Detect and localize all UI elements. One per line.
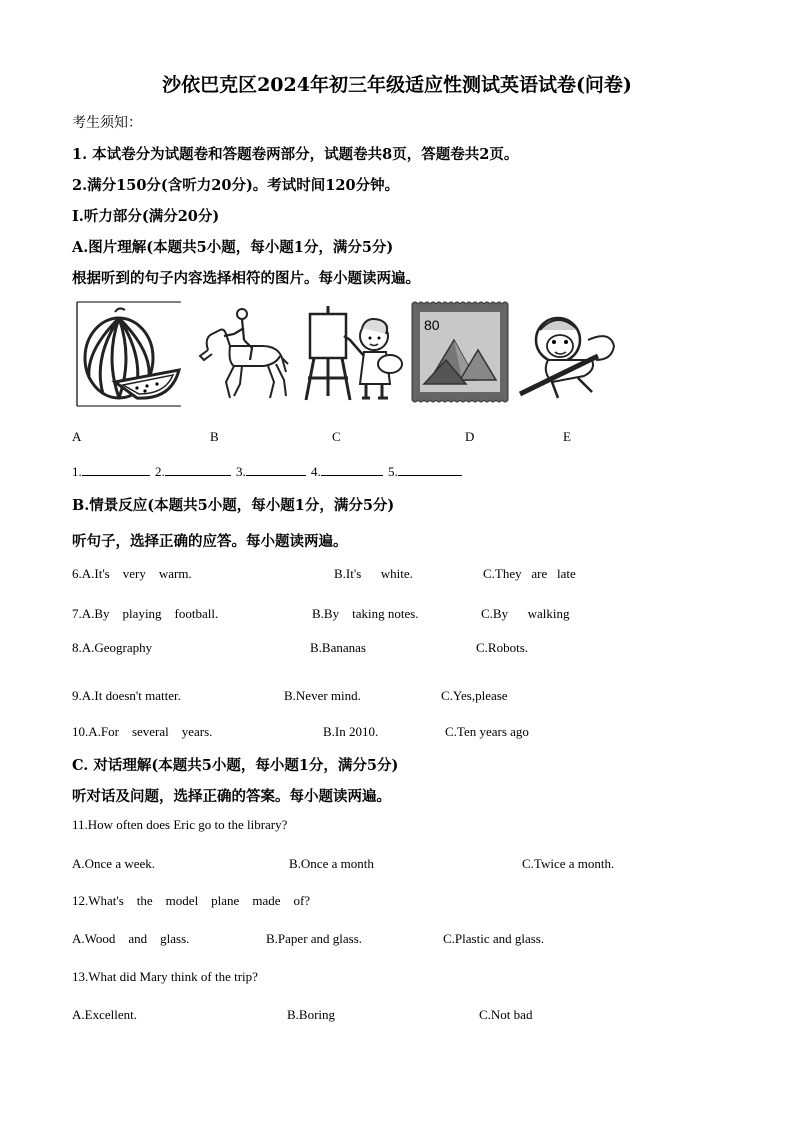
option-8c: C.Robots. xyxy=(476,640,529,655)
picture-label-b: B xyxy=(210,429,219,444)
option-9c: C.Yes,please xyxy=(441,688,508,703)
option-8b: B.Bananas xyxy=(310,640,366,655)
option-12b: B.Paper and glass. xyxy=(266,931,363,946)
option-7a: 7.A.By playing football. xyxy=(72,606,219,621)
option-13c: C.Not bad xyxy=(479,1007,533,1022)
section-c-heading: C. 对话理解(本题共5小题，每小题1分，满分5分) xyxy=(72,757,399,774)
part-heading: I.听力部分(满分20分) xyxy=(72,208,220,225)
picture-label-c: C xyxy=(332,429,341,444)
option-12c: C.Plastic and glass. xyxy=(443,931,545,946)
answer-blank[interactable] xyxy=(398,463,462,476)
watermelon-icon xyxy=(75,300,183,408)
blank-label: 4. xyxy=(311,464,321,479)
picture-label-a: A xyxy=(72,429,82,444)
monkey-king-icon xyxy=(518,300,626,408)
section-a-heading: A.图片理解(本题共5小题，每小题1分，满分5分) xyxy=(72,239,394,256)
notice-item-2: 2.满分150分(含听力20分)。考试时间120分钟。 xyxy=(72,177,400,194)
answer-blank[interactable] xyxy=(165,463,231,476)
option-10a: 10.A.For several years. xyxy=(72,724,213,739)
option-6c: C.They are late xyxy=(483,566,576,581)
blank-label: 1. xyxy=(72,464,82,479)
picture-label-e: E xyxy=(563,429,571,444)
option-11b: B.Once a month xyxy=(289,856,374,871)
option-6a: 6.A.It's very warm. xyxy=(72,566,192,581)
option-9a: 9.A.It doesn't matter. xyxy=(72,688,181,703)
blank-label: 5. xyxy=(388,464,398,479)
option-9b: B.Never mind. xyxy=(284,688,361,703)
answer-blank[interactable] xyxy=(321,463,383,476)
blank-label: 3. xyxy=(236,464,246,479)
question-12: 12.What's the model plane made of? xyxy=(72,893,311,908)
section-b-instruction: 听句子，选择正确的应答。每小题读两遍。 xyxy=(72,533,348,550)
horse-rider-icon xyxy=(190,300,298,408)
blank-label: 2. xyxy=(155,464,165,479)
answer-blanks xyxy=(72,463,464,480)
option-10b: B.In 2010. xyxy=(323,724,379,739)
section-c-instruction: 听对话及问题，选择正确的答案。每小题读两遍。 xyxy=(72,788,391,805)
option-7b: B.By taking notes. xyxy=(312,606,419,621)
option-11c: C.Twice a month. xyxy=(522,856,615,871)
section-a-instruction: 根据听到的句子内容选择相符的图片。每小题读两遍。 xyxy=(72,270,420,287)
option-10c: C.Ten years ago xyxy=(445,724,529,739)
option-13a: A.Excellent. xyxy=(72,1007,137,1022)
option-12a: A.Wood and glass. xyxy=(72,931,190,946)
stamp-value: 80 xyxy=(424,317,440,333)
picture-label-d: D xyxy=(465,429,475,444)
question-13: 13.What did Mary think of the trip? xyxy=(72,969,258,984)
section-b-heading: B.情景反应(本题共5小题，每小题1分，满分5分) xyxy=(72,497,395,514)
answer-blank[interactable] xyxy=(246,463,306,476)
page-title: 沙依巴克区2024年初三年级适应性测试英语试卷(问卷) xyxy=(162,74,632,96)
notice-heading: 考生须知： xyxy=(72,115,142,131)
option-7c: C.By walking xyxy=(481,606,570,621)
notice-item-1: 1. 本试卷分为试题卷和答题卷两部分，试题卷共8页，答题卷共2页。 xyxy=(72,146,519,163)
pyramid-stamp-icon xyxy=(410,300,518,408)
option-11a: A.Once a week. xyxy=(72,856,156,871)
option-8a: 8.A.Geography xyxy=(72,640,153,655)
question-11: 11.How often does Eric go to the library? xyxy=(72,817,288,832)
answer-blank[interactable] xyxy=(82,463,150,476)
option-6b: B.It's white. xyxy=(334,566,413,581)
painter-boy-icon xyxy=(300,300,408,408)
option-13b: B.Boring xyxy=(287,1007,336,1022)
